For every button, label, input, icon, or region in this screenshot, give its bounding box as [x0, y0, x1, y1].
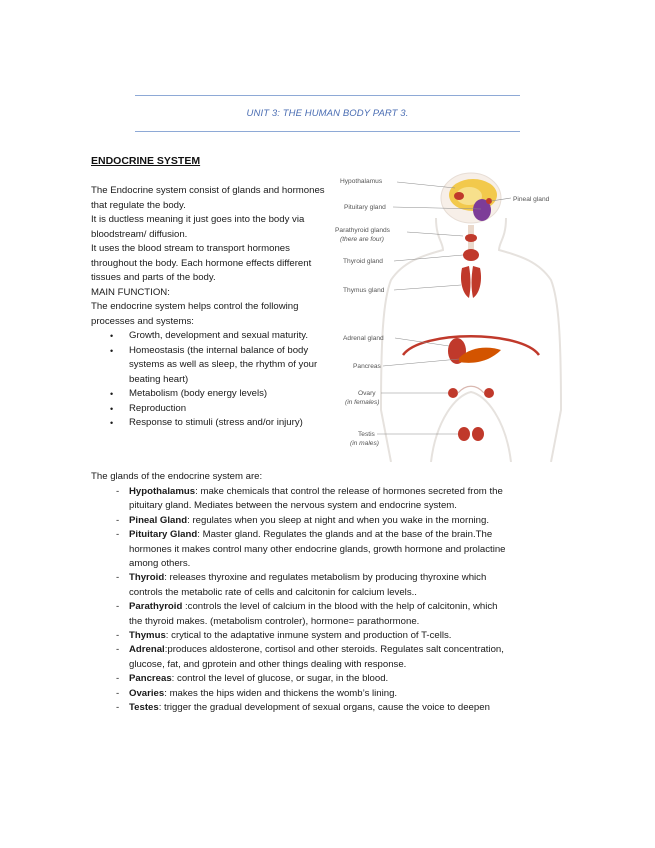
header-rule-bottom	[135, 131, 520, 132]
gland-item	[91, 571, 571, 600]
intro-paragraph: It uses the blood stream to transport hormones throughout the body. Each hormone effects different tissues and parts of the body.	[91, 243, 312, 283]
gland-description: crytical to the adaptative inmune system and production of T-cells.	[171, 630, 452, 642]
label-pineal-gland: Pineal gland	[513, 196, 550, 203]
gland-separator: :	[171, 673, 178, 685]
label-pancreas: Pancreas	[353, 363, 381, 370]
endocrine-diagram	[331, 170, 571, 462]
gland-description: releases thyroxine and regulates metabolism by producing thyroxine which	[169, 572, 487, 584]
gland-item	[91, 629, 571, 643]
list-dash: -	[116, 687, 120, 699]
list-dash: -	[116, 514, 120, 526]
gland-description-cont: controls the metabolic rate of cells and calcitonin for calcium levels..	[129, 586, 417, 598]
header-rule-top	[135, 95, 520, 96]
gland-name: Testes	[129, 702, 159, 714]
gland-name: Thyroid	[129, 572, 165, 584]
thyroid-illustration	[463, 225, 479, 261]
label-thymus-gland: Thymus gland	[343, 287, 385, 294]
intro-text	[91, 184, 331, 431]
gland-item	[91, 643, 571, 672]
gland-description: produces aldosterone, cortisol and other steroids. Regulates salt concentration,	[167, 644, 504, 656]
label-testis: Testis	[358, 431, 375, 438]
gland-item	[91, 701, 571, 715]
function-list	[91, 329, 331, 431]
gland-name: Pineal Gland	[129, 514, 188, 526]
label-parathyroid-glands: Parathyroid glands	[335, 227, 390, 234]
gland-item	[91, 672, 571, 686]
gland-description-cont: hormones it makes control many other endocrine glands, growth hormone and prolactine	[129, 543, 506, 555]
gland-description-cont: the thyroid makes. (metabolism controler), hormone= parathormone.	[129, 615, 420, 627]
list-dash: -	[116, 630, 120, 642]
list-item: • Growth, development and sexual maturity.	[91, 329, 331, 344]
intro-paragraph: It is ductless meaning it just goes into the body via bloodstream/ diffusion.	[91, 214, 305, 240]
gland-description: makes the hips widen and thickens the womb’s lining.	[169, 687, 398, 699]
label-adrenal-gland: Adrenal gland	[343, 335, 384, 342]
gland-item	[91, 600, 571, 629]
list-item: • Reproduction	[91, 402, 331, 417]
gland-name: Pancreas	[129, 673, 172, 685]
glands-list	[91, 485, 571, 716]
gland-description: control the level of glucose, or sugar, in the blood.	[177, 673, 389, 685]
gland-separator: :	[187, 514, 193, 526]
list-dash: -	[116, 529, 120, 541]
gland-separator: :	[197, 529, 203, 541]
gland-description: Master gland. Regulates the glands and at the base of the brain.The	[202, 529, 493, 541]
list-dash: -	[116, 702, 120, 714]
main-function-heading: MAIN FUNCTION:	[91, 286, 170, 298]
label-pituitary-gland: Pituitary gland	[344, 204, 386, 211]
gland-separator: :	[158, 702, 165, 714]
gland-separator: :	[165, 630, 172, 642]
gland-separator: :	[164, 687, 170, 699]
head-illustration	[441, 173, 501, 223]
list-dash: -	[116, 486, 120, 497]
gland-name: Pituitary Gland	[129, 529, 198, 541]
gland-description: controls the level of calcium in the blood with the help of calcitonin, which	[187, 601, 498, 613]
gland-separator: :	[182, 601, 188, 613]
gland-description-cont: pituitary gland. Mediates between the nervous system and endocrine system.	[129, 500, 457, 512]
unit-title: UNIT 3: THE HUMAN BODY PART 3.	[246, 108, 409, 119]
gland-name: Hypothalamus	[129, 486, 196, 497]
intro-paragraph: The endocrine system helps control the following processes and systems:	[91, 301, 299, 327]
section-title: ENDOCRINE SYSTEM	[91, 155, 201, 167]
gland-item	[91, 528, 571, 571]
glands-heading: The glands of the endocrine system are:	[91, 471, 263, 482]
label-ovary: Ovary	[358, 390, 376, 397]
label-testis-note: (in males)	[350, 440, 379, 447]
gland-separator: :	[164, 572, 170, 584]
gland-name: Adrenal	[129, 644, 165, 656]
gland-description: make chemicals that control the release of hormones secreted from the	[200, 486, 503, 497]
list-dash: -	[116, 673, 120, 685]
abdomen-illustration	[403, 336, 539, 441]
list-item: • Response to stimuli (stress and/or injury)	[91, 416, 331, 431]
gland-item	[91, 485, 571, 514]
intro-paragraph: The Endocrine system consist of glands and hormones that regulate the body.	[91, 185, 325, 211]
gland-item	[91, 687, 571, 701]
label-ovary-note: (in females)	[345, 399, 380, 406]
label-hypothalamus: Hypothalamus	[340, 178, 383, 185]
gland-name: Thymus	[129, 630, 166, 642]
list-dash: -	[116, 644, 120, 656]
list-item: • Metabolism (body energy levels)	[91, 387, 331, 402]
gland-description: regulates when you sleep at night and when you wake in the morning.	[192, 514, 489, 526]
gland-description: trigger the gradual development of sexual organs, cause the voice to deepen	[164, 702, 490, 714]
list-item: • Homeostasis (the internal balance of body systems as well as sleep, the rhythm of your beating heart)	[91, 344, 331, 388]
gland-item	[91, 514, 571, 528]
gland-separator: :	[164, 644, 168, 656]
thymus-illustration	[461, 266, 481, 298]
list-dash: -	[116, 601, 120, 613]
gland-description-cont: glucose, fat, and gprotein and other things dealing with response.	[129, 658, 407, 670]
label-parathyroid-note: (there are four)	[340, 236, 384, 243]
gland-name: Ovaries	[129, 687, 165, 699]
gland-name: Parathyroid	[129, 601, 183, 613]
label-thyroid-gland: Thyroid gland	[343, 258, 383, 265]
gland-description-cont: among others.	[129, 558, 191, 570]
gland-separator: :	[195, 486, 201, 497]
list-dash: -	[116, 572, 120, 584]
